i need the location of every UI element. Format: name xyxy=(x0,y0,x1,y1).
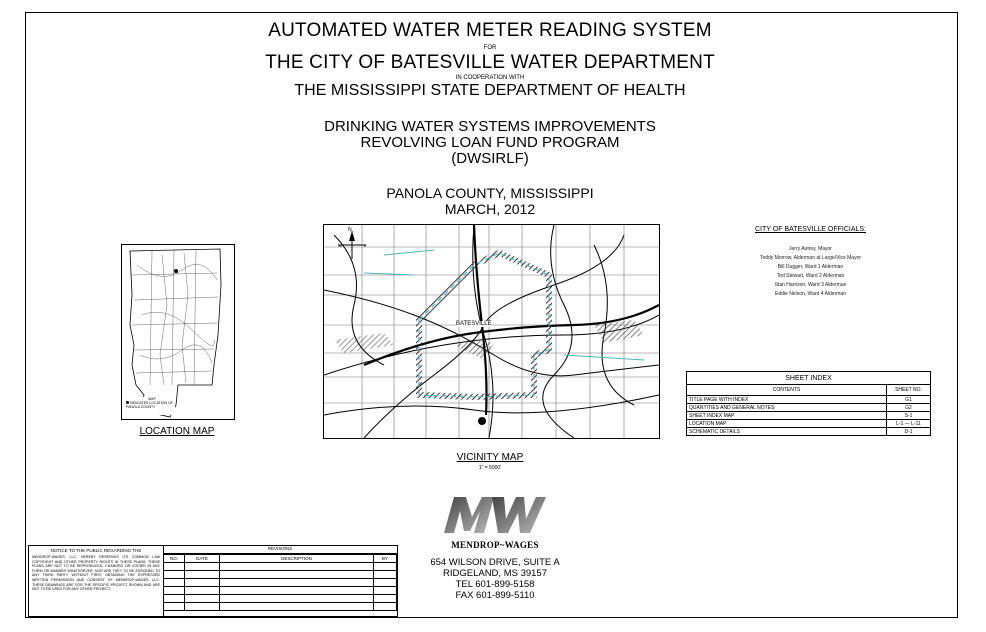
official-name: Teddy Morrow, Alderman at Large/Vice Mayor xyxy=(759,255,862,261)
project-date: MARCH, 2012 xyxy=(444,201,536,217)
town-label: BATESVILLE xyxy=(456,321,492,327)
revisions-col-no: NO. xyxy=(164,555,185,563)
table-row xyxy=(164,579,397,587)
official-name: Stan Harrison, Ward 3 Alderman xyxy=(774,282,847,288)
title-line-2: THE CITY OF BATESVILLE WATER DEPARTMENT xyxy=(265,52,715,73)
table-row: TITLE PAGE WITH INDEX G1 xyxy=(687,396,931,404)
program-line-2: REVOLVING LOAN FUND PROGRAM xyxy=(360,134,620,151)
notes-body: MENDROP-WAGES, LLC, HEREBY RESERVES ITS COMMON LAW COPYRIGHT AND OTHER PROPERTY RIGHTS IN THESE PLANS. THESE PLANS ARE NOT TO BE REPRODUCED, CHANGED OR COPIED IN ANY FORM OR MANNER WHATSOEVER, NOR ARE THEY TO BE ASSIGNED TO ANY THIRD PARTY WITHOUT FIRST OBTAINING THE EXPRESSED WRITTEN PERMISSION AND CONSENT OF MENDROP-WAGES, LLC. THESE DRAWINGS ARE FOR THE SPECIFIC PROJECT SHOWN AND ARE NOT TO BE USED FOR ANY OTHER PROJECT. xyxy=(32,555,160,592)
firm-address-line-1: 654 WILSON DRIVE, SUITE A xyxy=(430,557,560,568)
mw-logo-icon xyxy=(442,495,546,535)
firm-logo xyxy=(442,495,546,535)
table-row xyxy=(164,595,397,603)
notes-panel xyxy=(29,546,164,616)
official-name: Jerry Autrey, Mayor xyxy=(789,246,832,252)
mississippi-state-outline xyxy=(122,245,234,419)
vicinity-map-scale: 1" = 5000' xyxy=(478,465,502,471)
county: PANOLA COUNTY, MISSISSIPPI xyxy=(386,185,594,201)
sheet-index-col-contents: CONTENTS xyxy=(687,385,887,396)
official-name: Ted Stewart, Ward 2 Alderman xyxy=(776,273,845,279)
title-line-3: THE MISSISSIPPI STATE DEPARTMENT OF HEALTH xyxy=(294,82,686,99)
firm-tel: TEL 601-899-5158 xyxy=(455,579,535,590)
table-row: SHEET INDEX MAP S-1 xyxy=(687,412,931,420)
officials-heading: CITY OF BATESVILLE OFFICIALS: xyxy=(755,226,866,233)
vicinity-map-frame: N W E BATESVILLE xyxy=(323,224,660,439)
title-coop: IN COOPERATION WITH xyxy=(455,75,525,81)
vicinity-map-label: VICINITY MAP xyxy=(456,452,524,463)
official-name: Bill Dugger, Ward 1 Alderman xyxy=(777,264,844,270)
revisions-col-date: DATE xyxy=(185,555,220,563)
panola-county-marker xyxy=(174,269,178,273)
location-map-label: LOCATION MAP xyxy=(139,426,215,437)
vicinity-map-drawing xyxy=(324,225,659,438)
firm-address xyxy=(400,557,590,601)
title-for: FOR xyxy=(483,45,497,51)
sheet-index xyxy=(686,371,931,436)
title-line-1: AUTOMATED WATER METER READING SYSTEM xyxy=(268,20,712,41)
legend-dot-icon xyxy=(126,401,129,404)
table-row xyxy=(164,571,397,579)
table-row xyxy=(164,603,397,611)
firm-fax: FAX 601-899-5110 xyxy=(455,590,535,601)
table-row: SCHEMATIC DETAILS D-1 xyxy=(687,428,931,436)
firm-name: MENDROP~WAGES xyxy=(451,540,539,550)
officials-block xyxy=(718,226,903,299)
official-name: Eddie Nelson, Ward 4 Alderman xyxy=(775,291,846,297)
table-row: QUANTITIES AND GENERAL NOTES G2 xyxy=(687,404,931,412)
revisions-table xyxy=(163,546,397,611)
revisions-col-by: BY xyxy=(374,555,397,563)
location-map-frame xyxy=(121,244,235,420)
sheet-index-col-sheet: SHEET NO. xyxy=(887,385,931,396)
firm-address-line-2: RIDGELAND, MS 39157 xyxy=(442,568,547,579)
location-map-legend xyxy=(126,397,178,409)
revisions-title: REVISIONS xyxy=(163,546,397,554)
program-line-1: DRINKING WATER SYSTEMS IMPROVEMENTS xyxy=(324,118,656,135)
notes-heading: NOTICE TO THE PUBLIC REGARDING THE xyxy=(50,548,142,553)
table-row xyxy=(164,563,397,571)
table-row xyxy=(164,587,397,595)
legend-text: INDICATES LOCATION OF PANOLA COUNTY xyxy=(126,401,173,409)
sheet-index-title: SHEET INDEX xyxy=(687,372,931,385)
legend-title: MAP xyxy=(148,397,156,401)
site-marker xyxy=(478,417,486,425)
notes-revisions-block xyxy=(28,545,398,617)
revisions-col-desc: DESCRIPTION xyxy=(220,555,374,563)
table-row: LOCATION MAP L-1 — L-11 xyxy=(687,420,931,428)
program-line-3: (DWSIRLF) xyxy=(451,150,529,167)
